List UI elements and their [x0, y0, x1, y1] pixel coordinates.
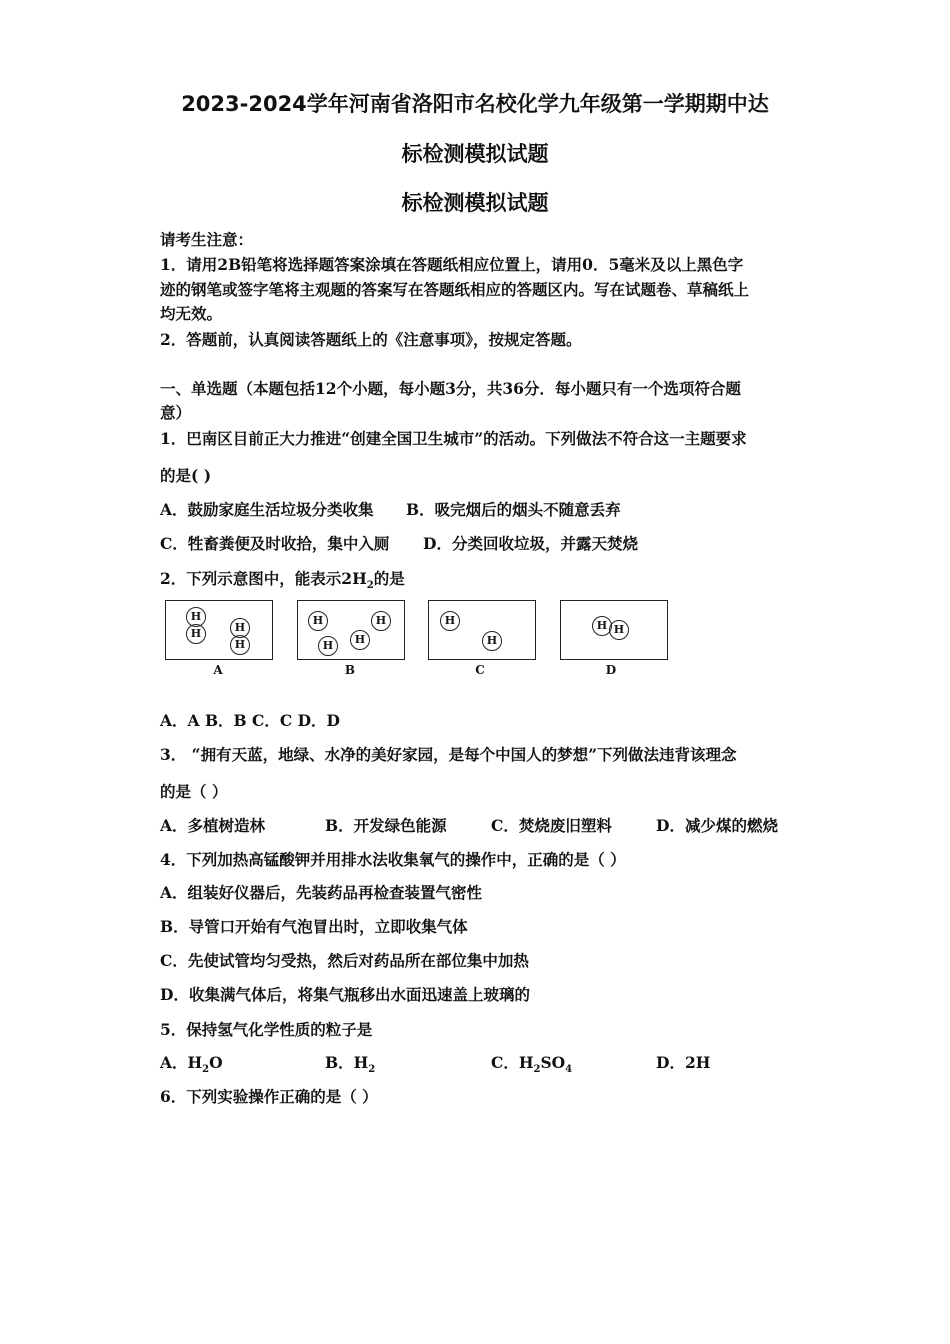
- q1-stem-line1: 1．巴南区目前正大力推进“创建全国卫生城市”的活动。下列做法不符合这一主题要求: [160, 429, 747, 448]
- page-title-line1: 2023-2024学年河南省洛阳市名校化学九年级第一学期期中达: [181, 92, 769, 116]
- q4-stem: 4．下列加热高锰酸钾并用排水法收集氧气的操作中，正确的是（ ）: [160, 850, 626, 869]
- h-atom-icon: H: [482, 631, 502, 651]
- q5-option-a: A．$H_2O$: [160, 1053, 223, 1076]
- q5-stem: 5．保持氢气化学性质的粒子是: [160, 1020, 373, 1039]
- diagram-caption-c: C: [475, 663, 485, 677]
- q5-option-c: C．$H_2SO_4$: [491, 1053, 573, 1076]
- q4-option-b: B．导管口开始有气泡冒出时，立即收集气体: [160, 917, 468, 936]
- q1-option-c: C．牲畜粪便及时收拾，集中入厕: [160, 534, 390, 553]
- h-atom-icon: H: [440, 611, 460, 631]
- h-atom-icon: H: [308, 611, 328, 631]
- q2-answer-options: A．A B．B C．C D．D: [160, 711, 340, 730]
- page-title-line3: 标检测模拟试题: [401, 191, 549, 215]
- q4-option-a: A．组装好仪器后，先装药品再检查装置气密性: [160, 883, 483, 902]
- h-atom-icon: H: [230, 618, 250, 638]
- q6-stem: 6．下列实验操作正确的是（ ）: [160, 1087, 378, 1106]
- h-atom-icon: H: [371, 611, 391, 631]
- q5-option-b: B．$H_2$: [325, 1053, 376, 1076]
- q1-option-a: A．鼓励家庭生活垃圾分类收集: [160, 500, 374, 519]
- diagram-caption-b: B: [344, 663, 356, 677]
- q3-option-c: C．焚烧废旧塑料: [491, 816, 612, 835]
- h-atom-icon: H: [186, 607, 206, 627]
- q1-option-b: B．吸完烟后的烟头不随意丢弃: [406, 500, 621, 519]
- q3-option-d: D．减少煤的燃烧: [656, 816, 778, 835]
- diagram-box-b: [297, 600, 405, 660]
- q4-option-d: D．收集满气体后，将集气瓶移出水面迅速盖上玻璃的: [160, 985, 530, 1004]
- diagram-box-c: [428, 600, 536, 660]
- q4-option-c: C．先使试管均匀受热，然后对药品所在部位集中加热: [160, 951, 529, 970]
- notice-item2: 2．答题前，认真阅读答题纸上的《注意事项》，按规定答题。: [160, 330, 582, 349]
- section1-heading-line2: 意）: [160, 403, 192, 422]
- notice-item1-line3: 均无效。: [160, 304, 223, 323]
- q3-option-b: B．开发绿色能源: [325, 816, 447, 835]
- section1-heading-line1: 一、单选题（本题包括12个小题，每小题3分，共36分．每小题只有一个选项符合题: [160, 379, 741, 398]
- notice-item1-line2: 迹的钢笔或签字笔将主观题的答案写在答题纸相应的答题区内。写在试题卷、草稿纸上: [160, 280, 750, 299]
- diagram-box-d: [560, 600, 668, 660]
- q2-stem: 2．下列示意图中，能表示$2H_2$的是: [160, 569, 405, 592]
- notice-heading: 请考生注意：: [160, 230, 254, 249]
- diagram-caption-a: A: [213, 663, 223, 677]
- h-atom-icon: H: [592, 616, 612, 636]
- q1-stem-line2: 的是( ): [160, 466, 212, 485]
- h-atom-icon: H: [318, 636, 338, 656]
- q5-option-d: D．2H: [656, 1053, 711, 1072]
- diagram-box-a: [165, 600, 273, 660]
- q3-stem-line1: 3． “拥有天蓝，地绿、水净的美好家园，是每个中国人的梦想”下列做法违背该理念: [160, 745, 737, 764]
- q3-stem-line2: 的是（ ）: [160, 782, 228, 801]
- q1-option-d: D．分类回收垃圾，并露天焚烧: [423, 534, 638, 553]
- page-title-line2: 标检测模拟试题: [401, 142, 549, 166]
- h-atom-icon: H: [186, 624, 206, 644]
- diagram-caption-d: D: [605, 663, 617, 677]
- q3-option-a: A．多植树造林: [160, 816, 266, 835]
- h-atom-icon: H: [609, 620, 629, 640]
- notice-item1-line1: 1．请用2B铅笔将选择题答案涂填在答题纸相应位置上，请用0．5毫米及以上黑色字: [160, 255, 744, 274]
- h-atom-icon: H: [230, 635, 250, 655]
- h-atom-icon: H: [350, 630, 370, 650]
